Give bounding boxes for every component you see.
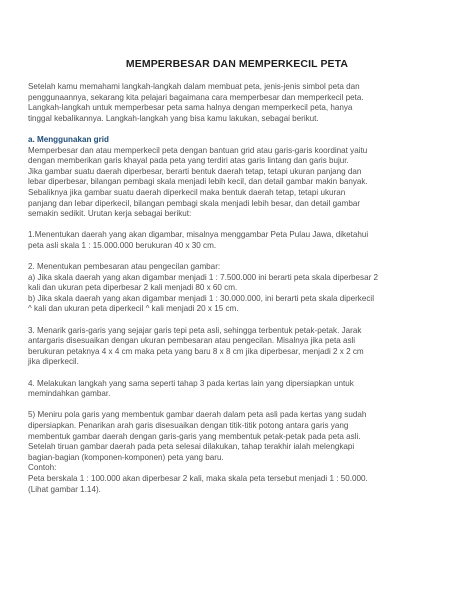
document-body [28, 82, 448, 495]
step-1-paragraph: 1.Menentukan daerah yang akan digambar, misalnya menggambar Peta Pulau Jawa, diketahui peta asli skala 1 : 15.000.000 berukuran 40 x 30 cm. [28, 230, 369, 250]
example-label: Contoh: [28, 463, 57, 473]
intro-paragraph: Setelah kamu memahami langkah-langkah dalam membuat peta, jenis-jenis simbol peta dan penggunaannya, sekarang kita pelajari bagaimana cara memperbesar dan memperkecil peta. Langkah-langkah untuk memperbesar peta sama halnya dengan memperkecil peta, hanya tinggal kebalikannya. Langkah-langkah yang bisa kamu lakukan, sebagai berikut. [28, 82, 364, 123]
step-5-paragraph: 5) Meniru pola garis yang membentuk gambar daerah dalam peta asli pada kertas yang sudah dipersiapkan. Penarikan arah garis disesuaikan dengan titik-titik potong antara garis yang membentuk gambar daerah dengan garis-garis yang membentuk petak-petak pada peta asli. Setelah tiruan gambar daerah pada peta selesai dilakukan, tahap terakhir ialah melengkapi bagian-bagian (komponen-komponen) peta yang baru. [28, 410, 367, 462]
document-title: MEMPERBESAR DAN MEMPERKECIL PETA [125, 58, 349, 70]
step-4-paragraph: 4. Melakukan langkah yang sama seperti tahap 3 pada kertas lain yang dipersiapkan untuk memindahkan gambar. [28, 378, 354, 399]
step-2-paragraph: 2. Menentukan pembesaran atau pengecilan gambar: a) Jika skala daerah yang akan digambar menjadi 1 : 7.500.000 ini berarti peta skala diperbesar 2 kali dan ukuran peta diperbesar 2 kali menjadi 80 x 60 cm. b) Jika skala daerah yang akan digambar menjadi 1 : 30.000.000, ini berarti peta skala diperkecil ^ kali dan ukuran peta diperkecil ^ kali menjadi 20 x 15 cm. [28, 262, 379, 314]
section-heading: a. Menggunakan grid [28, 134, 109, 144]
step-3-paragraph: 3. Menarik garis-garis yang sejajar garis tepi peta asli, sehingga terbentuk petak-petak. Jarak antargaris disesuaikan dengan ukuran pembesaran atau pengecilan. Misalnya jika peta asli berukuran petaknya 4 x 4 cm maka peta yang baru 8 x 8 cm jika diperbesar, menjadi 2 x 2 cm jika diperkecil. [28, 325, 364, 367]
example-text: Peta berskala 1 : 100.000 akan diperbesar 2 kali, maka skala peta tersebut menjadi 1 : 50.000. (Lihat gambar 1.14). [28, 473, 368, 494]
section-body-paragraph: Memperbesar dan atau memperkecil peta dengan bantuan grid atau garis-garis koordinat yaitu dengan memberikan garis khayal pada peta yang terdiri atas garis lintang dan garis bujur. Jika gambar suatu daerah diperbesar, berarti bentuk daerah tetap, tetapi ukuran panjang dan lebar diperbesar, bilangan pembagi skala menjadi lebih kecil, dan detail gambar makin banyak. Sebaliknya jika gambar suatu daerah diperkecil maka bentuk daerah tetap, tetapi ukuran panjang dan lebar diperkecil, bilangan pembagi skala menjadi lebih besar, dan detail gambar semakin sedikit. Urutan kerja sebagai berikut: [28, 145, 368, 219]
